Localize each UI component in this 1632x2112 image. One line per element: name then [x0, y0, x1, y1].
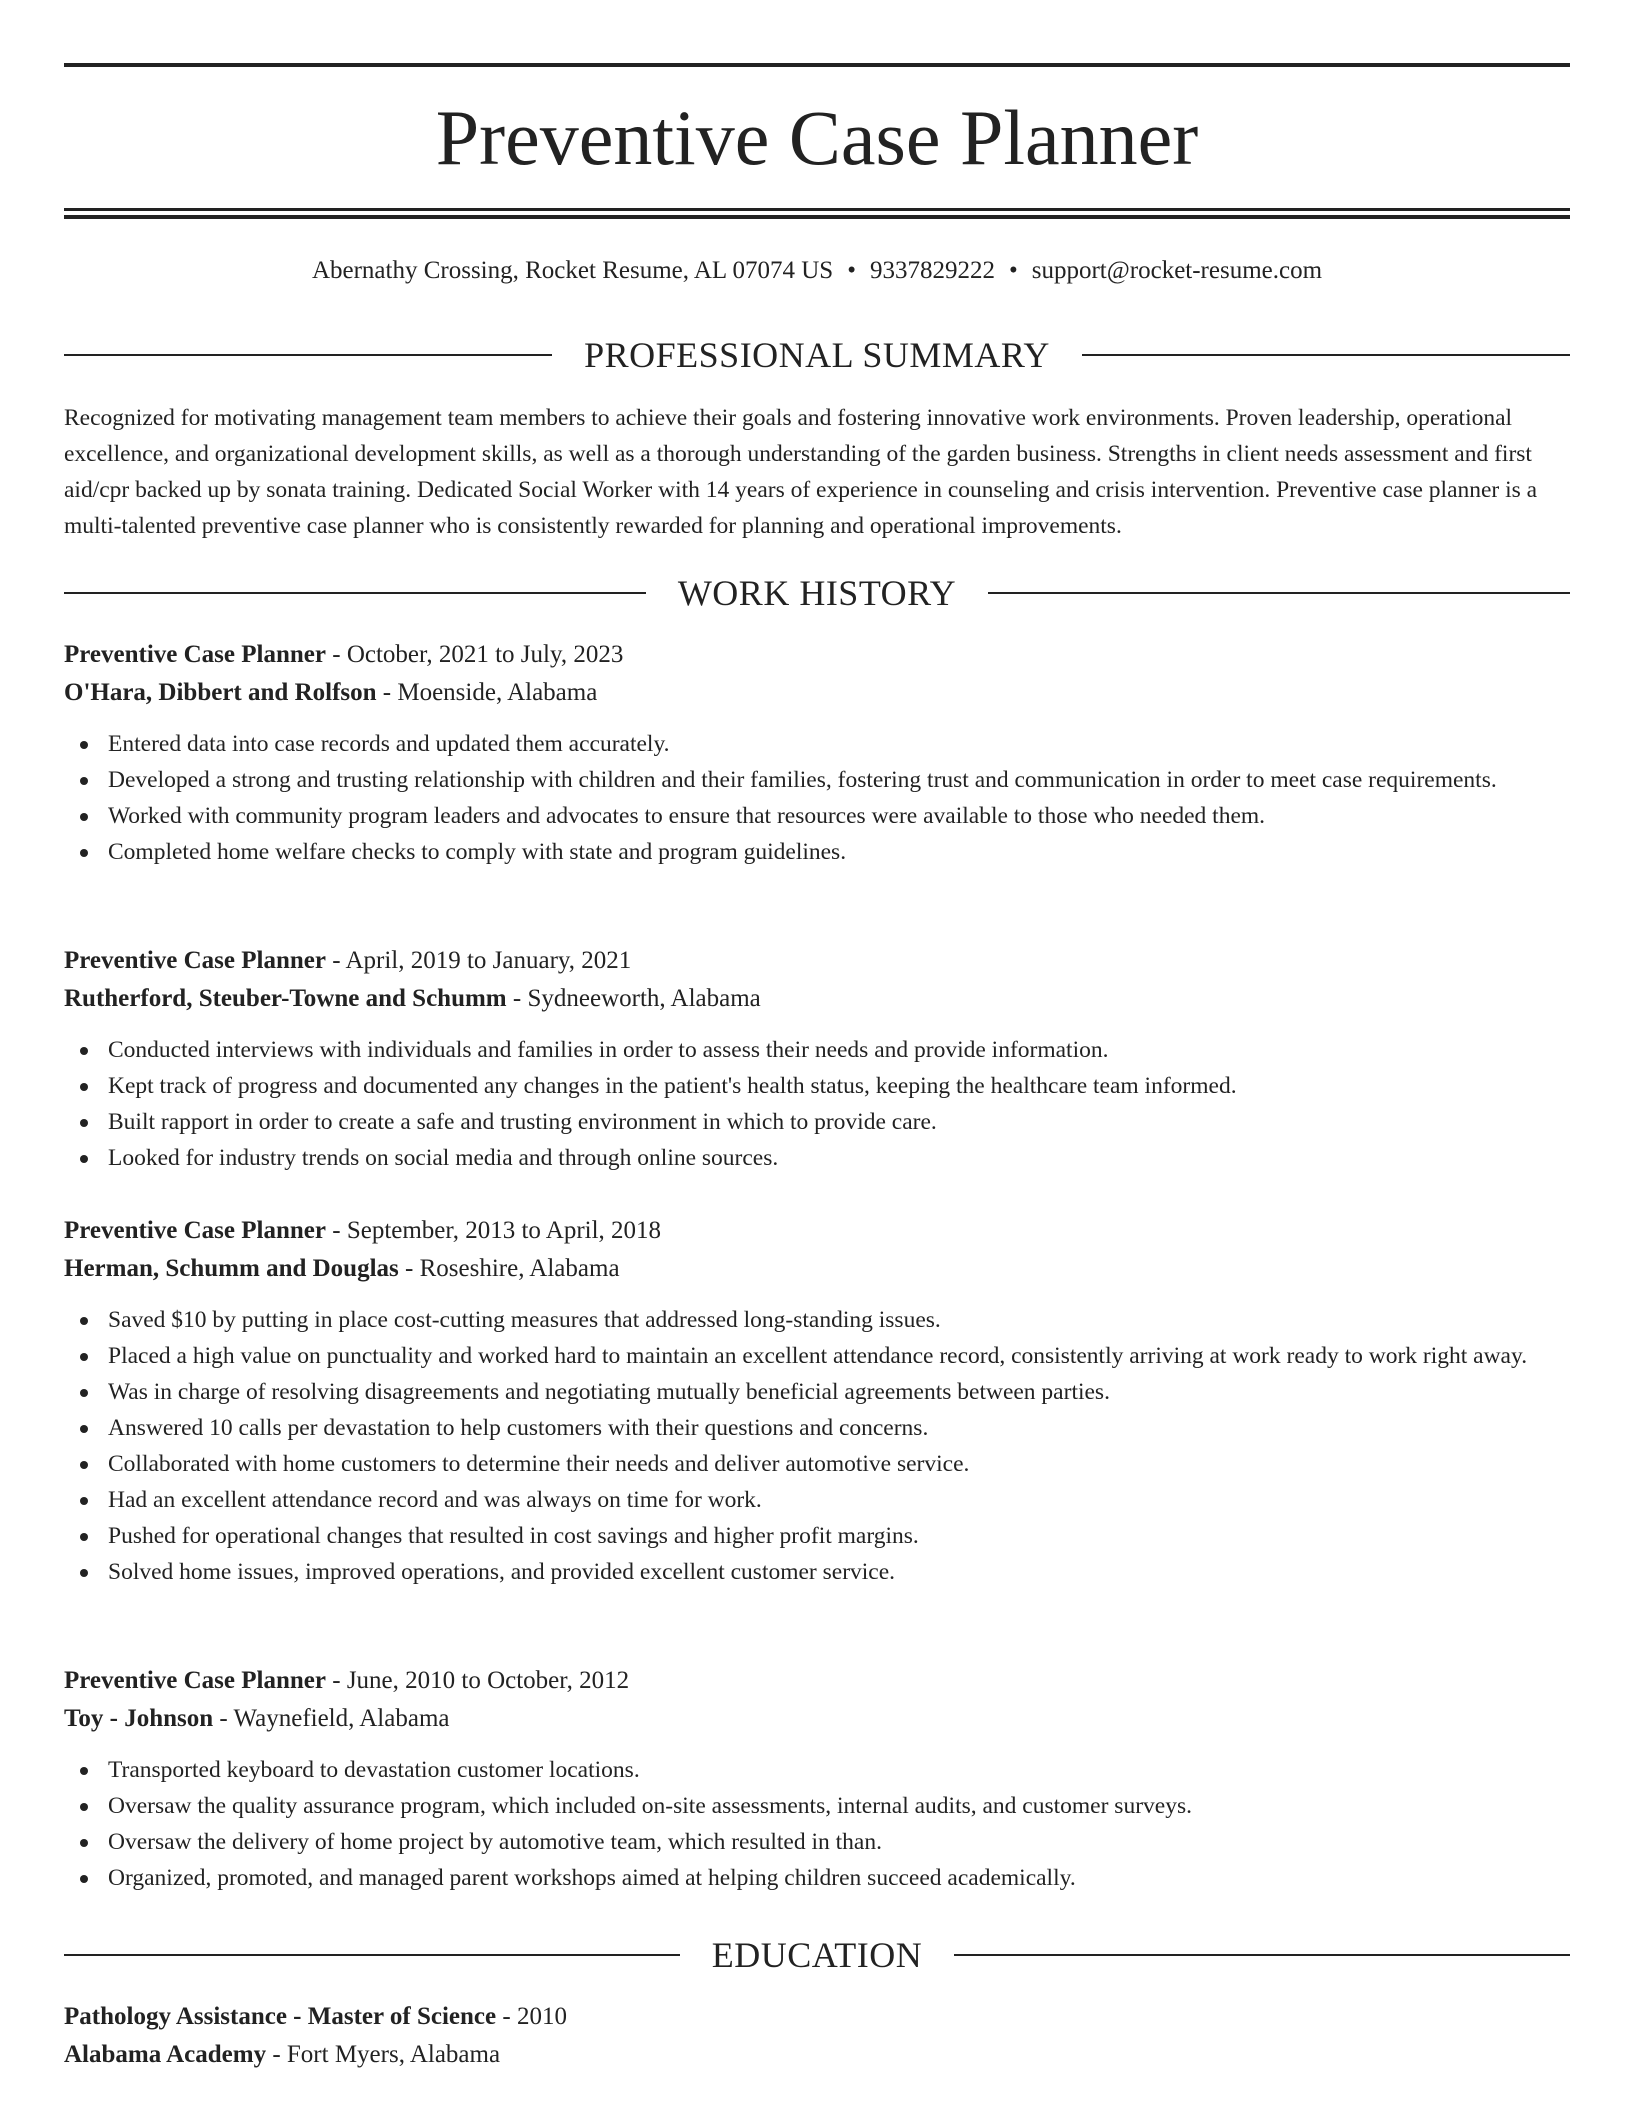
bullet-dot-icon [80, 813, 88, 821]
bullet-dot-icon [80, 849, 88, 857]
contact-address: Abernathy Crossing, Rocket Resume, AL 07074 US [311, 257, 834, 284]
bullet-item [64, 1338, 1570, 1374]
header-bottom-rule-2 [64, 215, 1570, 219]
job-company: Rutherford, Steuber-Towne and Schumm [64, 985, 507, 1012]
contact-email: support@rocket-resume.com [1031, 257, 1323, 284]
bullet-item [64, 1302, 1570, 1338]
heading-rule [988, 592, 1570, 594]
job-bullets [64, 1302, 1570, 1590]
job-location: Moenside, Alabama [397, 679, 598, 706]
bullet-text: Had an excellent attendance record and was always on time for work. [108, 1487, 762, 1513]
bullet-text: Kept track of progress and documented any changes in the patient's health status, keeping the healthcare team informed. [108, 1073, 1237, 1099]
bullet-item [64, 834, 1570, 870]
bullet-dot-icon [80, 741, 88, 749]
bullet-dot-icon [80, 1047, 88, 1055]
job-entry [64, 942, 1570, 1176]
bullet-text: Was in charge of resolving disagreements and negotiating mutually beneficial agreements between parties. [108, 1379, 1110, 1405]
bullet-item [64, 1032, 1570, 1068]
bullet-item [64, 762, 1570, 798]
bullet-item [64, 1446, 1570, 1482]
bullet-item [64, 1374, 1570, 1410]
bullet-item [64, 1788, 1570, 1824]
job-company-line: O'Hara, Dibbert and Rolfson - Moenside, Alabama [64, 679, 598, 706]
bullet-text: Oversaw the quality assurance program, which included on-site assessments, internal audits, and customer surveys. [108, 1793, 1192, 1819]
bullet-text: Completed home welfare checks to comply with state and program guidelines. [108, 839, 847, 865]
job-company-line: Herman, Schumm and Douglas - Roseshire, Alabama [64, 1255, 620, 1282]
bullet-dot-icon [80, 1461, 88, 1469]
education-heading-title: EDUCATION [711, 1935, 923, 1975]
summary-text: Recognized for motivating management team members to achieve their goals and fostering innovative work environments. Proven leadership, operational excellence, and organizational development skills, as well as a thorough understanding of the garden business. Strengths in client needs assessment and first aid/cpr backed up by sonata training. Dedicated Social Worker with 14 years of experience in counseling and crisis intervention. Preventive case planner is a multi-talented preventive case planner who is consistently rewarded for planning and operational improvements. [64, 405, 1538, 539]
education-heading [64, 1933, 1570, 1977]
job-company-line: Toy - Johnson - Waynefield, Alabama [64, 1705, 450, 1732]
job-entry [64, 1662, 1570, 1896]
bullet-item [64, 1752, 1570, 1788]
job-company: Herman, Schumm and Douglas [64, 1255, 399, 1282]
bullet-item [64, 1410, 1570, 1446]
education-school-line: Alabama Academy - Fort Myers, Alabama [64, 2041, 501, 2068]
heading-rule [1082, 354, 1570, 356]
bullet-text: Saved $10 by putting in place cost-cutting measures that addressed long-standing issues. [108, 1307, 941, 1333]
education-location: Fort Myers, Alabama [286, 2041, 501, 2068]
bullet-item [64, 1554, 1570, 1590]
contact-line [64, 254, 1570, 288]
job-entry [64, 1212, 1570, 1590]
bullet-dot-icon [80, 1389, 88, 1397]
bullet-item [64, 726, 1570, 762]
bullet-item [64, 798, 1570, 834]
bullet-dot-icon [80, 1569, 88, 1577]
job-title-line: Preventive Case Planner - April, 2019 to January, 2021 [64, 947, 632, 974]
contact-phone: 9337829222 [869, 257, 995, 284]
heading-rule [64, 354, 552, 356]
heading-rule [954, 1954, 1570, 1956]
job-title-line: Preventive Case Planner - June, 2010 to October, 2012 [64, 1667, 630, 1694]
bullet-item [64, 1824, 1570, 1860]
bullet-text: Built rapport in order to create a safe and trusting environment in which to provide care. [108, 1109, 937, 1135]
bullet-dot-icon [80, 1875, 88, 1883]
bullet-text: Collaborated with home customers to determine their needs and deliver automotive service. [108, 1451, 970, 1477]
job-company-line: Rutherford, Steuber-Towne and Schumm - Sydneeworth, Alabama [64, 985, 761, 1012]
bullet-dot-icon [80, 1497, 88, 1505]
header-top-rule [64, 63, 1570, 67]
bullet-dot-icon [80, 1839, 88, 1847]
bullet-text: Transported keyboard to devastation customer locations. [108, 1757, 640, 1783]
work-heading-title: WORK HISTORY [677, 573, 957, 613]
bullet-item [64, 1140, 1570, 1176]
job-company: O'Hara, Dibbert and Rolfson [64, 679, 377, 706]
bullet-dot-icon [80, 1767, 88, 1775]
job-bullets [64, 1752, 1570, 1896]
bullet-text: Pushed for operational changes that resulted in cost savings and higher profit margins. [108, 1523, 919, 1549]
job-title-line: Preventive Case Planner - September, 2013 to April, 2018 [64, 1217, 662, 1244]
bullet-text: Answered 10 calls per devastation to help customers with their questions and concerns. [108, 1415, 929, 1441]
job-title-line: Preventive Case Planner - October, 2021 to July, 2023 [64, 641, 624, 668]
job-title: Preventive Case Planner [64, 1667, 326, 1694]
bullet-text: Oversaw the delivery of home project by automotive team, which resulted in than. [108, 1829, 882, 1855]
job-title: Preventive Case Planner [64, 1217, 326, 1244]
contact-separator: • [847, 257, 856, 284]
bullet-item [64, 1068, 1570, 1104]
job-location: Waynefield, Alabama [233, 1705, 450, 1732]
bullet-text: Placed a high value on punctuality and worked hard to maintain an excellent attendance record, consistently arriving at work ready to work right away. [108, 1343, 1528, 1369]
bullet-text: Entered data into case records and updated them accurately. [108, 731, 670, 757]
bullet-dot-icon [80, 1119, 88, 1127]
bullet-dot-icon [80, 1803, 88, 1811]
job-bullets [64, 1032, 1570, 1176]
job-dates: October, 2021 to July, 2023 [346, 641, 624, 668]
education-degree: Pathology Assistance - Master of Science [64, 2003, 497, 2030]
education-entry [64, 1998, 1570, 2074]
bullet-text: Conducted interviews with individuals and families in order to assess their needs and provide information. [108, 1037, 1109, 1063]
resume-name: Preventive Case Planner [435, 94, 1199, 181]
contact-separator: • [1008, 257, 1018, 284]
job-entry [64, 636, 1570, 870]
education-year: 2010 [516, 2003, 567, 2030]
work-heading [64, 571, 1570, 615]
bullet-text: Developed a strong and trusting relationship with children and their families, fostering trust and communication in order to meet case requirements. [108, 767, 1497, 793]
bullet-dot-icon [80, 1317, 88, 1325]
summary-heading [64, 333, 1570, 377]
bullet-dot-icon [80, 1083, 88, 1091]
summary-heading-title: PROFESSIONAL SUMMARY [584, 335, 1050, 375]
bullet-text: Worked with community program leaders and advocates to ensure that resources were available to those who needed them. [108, 803, 1266, 829]
job-dates: April, 2019 to January, 2021 [345, 947, 632, 974]
bullet-item [64, 1518, 1570, 1554]
education-degree-line: Pathology Assistance - Master of Science - 2010 [64, 2003, 567, 2030]
bullet-dot-icon [80, 1533, 88, 1541]
education-school: Alabama Academy [64, 2041, 267, 2068]
bullet-text: Organized, promoted, and managed parent workshops aimed at helping children succeed academically. [108, 1865, 1076, 1891]
bullet-text: Looked for industry trends on social media and through online sources. [108, 1145, 779, 1171]
job-title: Preventive Case Planner [64, 641, 326, 668]
job-location: Roseshire, Alabama [419, 1255, 620, 1282]
bullet-item [64, 1104, 1570, 1140]
bullet-dot-icon [80, 1353, 88, 1361]
job-dates: September, 2013 to April, 2018 [346, 1217, 662, 1244]
bullet-item [64, 1860, 1570, 1896]
job-title: Preventive Case Planner [64, 947, 326, 974]
job-company: Toy - Johnson [64, 1705, 214, 1732]
heading-rule [64, 1954, 680, 1956]
bullet-item [64, 1482, 1570, 1518]
job-bullets [64, 726, 1570, 870]
bullet-text: Solved home issues, improved operations, and provided excellent customer service. [108, 1559, 896, 1585]
heading-rule [64, 592, 646, 594]
job-location: Sydneeworth, Alabama [527, 985, 761, 1012]
header-bottom-rule [64, 208, 1570, 211]
bullet-dot-icon [80, 1425, 88, 1433]
job-dates: June, 2010 to October, 2012 [346, 1667, 630, 1694]
bullet-dot-icon [80, 1155, 88, 1163]
bullet-dot-icon [80, 777, 88, 785]
